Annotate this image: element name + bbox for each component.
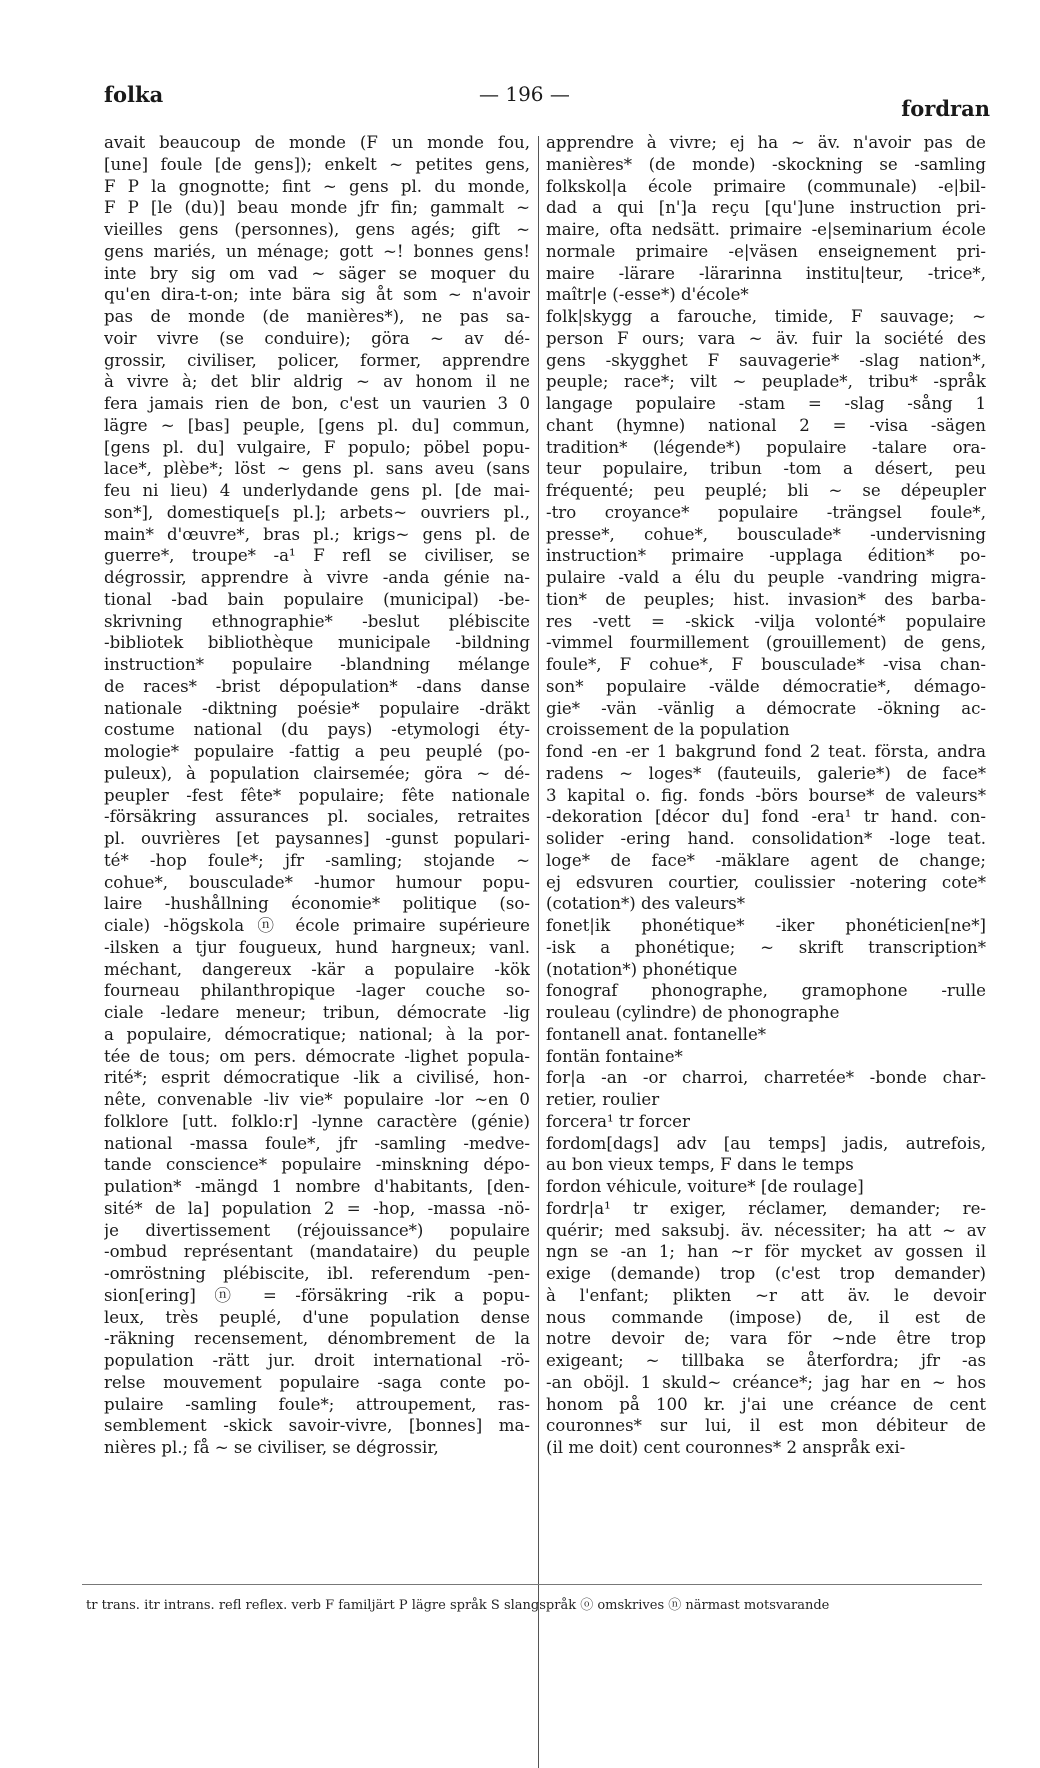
text-line: population -rätt jur. droit international -rö-	[104, 1351, 530, 1370]
text-line: son* populaire -välde démocratie*, démago-	[546, 676, 986, 696]
text-line: ciale -ledare meneur; tribun, démocrate -lig	[104, 1003, 530, 1022]
text-line: fonet|ik phonétique* -iker phonéticien[ne*]	[546, 916, 986, 935]
text-line: fordr|a¹ tr exiger, réclamer, demander; re-	[546, 1198, 986, 1218]
text-line: fordon véhicule, voiture* [de roulage]	[546, 1177, 864, 1196]
text-line: [gens pl. du] vulgaire, F populo; pöbel popu-	[104, 437, 530, 457]
text-line: méchant, dangereux -kär a populaire -kök	[104, 959, 530, 979]
text-line: (notation*) phonétique	[546, 959, 738, 979]
text-line: lägre ~ [bas] peuple, [gens pl. du] commun,	[104, 415, 530, 435]
text-line: -dekoration [décor du] fond -era¹ tr hand. con-	[546, 807, 986, 827]
text-line: costume national (du pays) -etymologi éty-	[104, 720, 530, 740]
text-line: fréquenté; peu peuplé; bli ~ se dépeupler	[546, 481, 986, 500]
text-line: tion* de peuples; hist. invasion* des barba-	[546, 589, 986, 609]
text-line: nête, convenable -liv vie* populaire -lor ~en 0	[104, 1090, 530, 1109]
text-line: sité* de la] population 2 = -hop, -massa -nö-	[104, 1198, 530, 1218]
text-line: à l'enfant; plikten ~r att äv. le devoir	[546, 1285, 986, 1305]
text-line: foule*, F cohue*, F bousculade* -visa chan-	[546, 655, 986, 674]
text-line: tée de tous; om pers. démocrate -lighet popula-	[104, 1046, 530, 1066]
text-line: tande conscience* populaire -minskning dépo-	[104, 1155, 530, 1175]
column-divider	[538, 136, 539, 1768]
text-line: pulaire -samling foule*; attroupement, ras-	[104, 1394, 530, 1414]
text-line: apprendre à vivre; ej ha ~ äv. n'avoir pas de	[546, 133, 986, 152]
text-line: peuple; race*; vilt ~ peuplade*, tribu* -språk	[546, 372, 986, 392]
text-line: fontän fontaine*	[546, 1046, 683, 1066]
text-line: couronnes* sur lui, il est mon débiteur de	[546, 1416, 986, 1436]
text-line: -bibliotek bibliothèque municipale -bildning	[104, 633, 530, 653]
text-line: mologie* populaire -fattig a peu peuplé (po-	[104, 742, 530, 761]
text-line: fontanell anat. fontanelle*	[546, 1024, 767, 1044]
text-line: fond -en -er 1 bakgrund fond 2 teat. första, andra	[546, 742, 986, 761]
text-line: gens -skygghet F sauvagerie* -slag nation*,	[546, 350, 986, 370]
text-line: voir vivre (se conduire); göra ~ av dé-	[104, 328, 530, 348]
text-line: fordom[dags] adv [au temps] jadis, autrefois,	[546, 1133, 986, 1153]
text-line: 3 kapital o. fig. fonds -börs bourse* de valeurs*	[546, 785, 986, 805]
text-line: exigeant; ~ tillbaka se återfordra; jfr -as	[546, 1351, 986, 1370]
text-line: -tro croyance* populaire -trängsel foule*,	[546, 502, 986, 522]
text-line: (il me doit) cent couronnes* 2 anspråk exi-	[546, 1438, 906, 1457]
text-line: folkskol|a école primaire (communale) -e|bil-	[546, 176, 986, 196]
text-line: nationale -diktning poésie* populaire -dräkt	[104, 698, 530, 718]
text-line: -ombud représentant (mandataire) du peuple	[104, 1242, 530, 1262]
footer-divider	[82, 1584, 982, 1585]
text-line: au bon vieux temps, F dans le temps	[546, 1155, 854, 1175]
text-line: guerre*, troupe* -a¹ F refl se civiliser, se	[104, 546, 530, 566]
text-line: sion[ering] ⓝ = -försäkring -rik a popu-	[104, 1285, 530, 1305]
text-line: ej edsvuren courtier, coulissier -notering cote*	[546, 872, 986, 892]
text-line: a populaire, démocratique; national; à la por-	[104, 1024, 530, 1044]
text-line: son*], domestique[s pl.]; arbets~ ouvriers pl.,	[104, 502, 530, 522]
text-line: loge* de face* -mäklare agent de change;	[546, 850, 986, 870]
text-line: feu ni lieu) 4 underlydande gens pl. [de mai-	[104, 481, 530, 500]
text-line: -ilsken a tjur fougueux, hund hargneux; vanl.	[104, 937, 530, 957]
text-line: ciale) -högskola ⓝ école primaire supérieure	[104, 916, 530, 935]
text-line: gens mariés, un ménage; gott ~! bonnes gens!	[104, 241, 530, 261]
text-line: res -vett = -skick -vilja volonté* populaire	[546, 611, 986, 631]
text-line: dégrossir, apprendre à vivre -anda génie na-	[104, 568, 530, 587]
text-line: (cotation*) des valeurs*	[546, 894, 746, 914]
text-line: je divertissement (réjouissance*) populaire	[104, 1220, 530, 1240]
text-line: fonograf phonographe, gramophone -rulle	[546, 981, 986, 1001]
page-header	[104, 82, 990, 122]
text-line: té* -hop foule*; jfr -samling; stojande ~	[104, 850, 530, 870]
text-line: rouleau (cylindre) de phonographe	[546, 1003, 840, 1022]
text-line: tional -bad bain populaire (municipal) -be-	[104, 589, 530, 609]
text-line: grossir, civiliser, policer, former, apprendre	[104, 350, 530, 370]
text-line: notre devoir de; vara för ~nde être trop	[546, 1329, 986, 1349]
text-line: main* d'œuvre*, bras pl.; krigs~ gens pl. de	[104, 524, 530, 544]
text-line: retier, roulier	[546, 1090, 660, 1109]
right-column	[546, 132, 986, 1762]
text-line: langage populaire -stam = -slag -sång 1	[546, 394, 986, 413]
text-line: puleux), à population clairsemée; göra ~ dé-	[104, 763, 530, 783]
text-line: F P [le (du)] beau monde jfr fin; gammalt ~	[104, 198, 530, 218]
text-line: gie* -vän -vänlig a démocrate -ökning ac-	[546, 698, 986, 718]
text-line: cohue*, bousculade* -humor humour popu-	[104, 872, 530, 892]
text-line: -isk a phonétique; ~ skrift transcription*	[546, 937, 986, 957]
text-line: maire -lärare -lärarinna institu|teur, -trice*,	[546, 263, 986, 283]
text-line: instruction* primaire -upplaga édition* po-	[546, 546, 986, 566]
text-line: rité*; esprit démocratique -lik a civilisé, hon-	[104, 1068, 530, 1088]
text-line: leux, très peuplé, d'une population dense	[104, 1307, 530, 1327]
text-line: national -massa foule*, jfr -samling -medve-	[104, 1133, 530, 1153]
text-line: tradition* (légende*) populaire -talare ora-	[546, 437, 986, 457]
text-line: nières pl.; få ~ se civiliser, se dégrossir,	[104, 1438, 439, 1457]
text-line: skrivning ethnographie* -beslut plébiscite	[104, 611, 530, 631]
text-line: for|a -an -or charroi, charretée* -bonde char-	[546, 1068, 986, 1088]
text-line: -omröstning plébiscite, ibl. referendum -pen-	[104, 1264, 530, 1283]
text-line: presse*, cohue*, bousculade* -undervisning	[546, 524, 986, 544]
text-line: pulation* -mängd 1 nombre d'habitants, [den-	[104, 1177, 530, 1196]
text-line: qu'en dira-t-on; inte bära sig åt som ~ n'avoir	[104, 285, 530, 305]
text-line: peupler -fest fête* populaire; fête nationale	[104, 785, 530, 805]
text-line: vieilles gens (personnes), gens agés; gift ~	[104, 220, 530, 239]
text-line: chant (hymne) national 2 = -visa -sägen	[546, 415, 986, 435]
text-line: pl. ouvrières [et paysannes] -gunst populari-	[104, 829, 530, 848]
text-line: maîtr|e (-esse*) d'école*	[546, 285, 749, 305]
text-line: de races* -brist dépopulation* -dans danse	[104, 676, 530, 696]
text-line: lace*, plèbe*; löst ~ gens pl. sans aveu (sans	[104, 459, 530, 479]
text-line: -vimmel fourmillement (grouillement) de gens,	[546, 633, 986, 653]
text-line: normale primaire -e|väsen enseignement pri-	[546, 241, 986, 261]
text-line: quérir; med saksubj. äv. nécessiter; ha att ~ av	[546, 1220, 986, 1240]
text-line: teur populaire, tribun -tom a désert, peu	[546, 459, 986, 479]
text-line: manières* (de monde) -skockning se -samling	[546, 154, 986, 174]
text-line: semblement -skick savoir-vivre, [bonnes] ma-	[104, 1416, 530, 1436]
text-line: dad a qui [n']a reçu [qu']une instruction pri-	[546, 198, 986, 218]
text-line: forcera¹ tr forcer	[546, 1111, 690, 1131]
text-line: -räkning recensement, dénombrement de la	[104, 1329, 530, 1349]
abbreviation-footer: tr trans. itr intrans. refl reflex. verb F familjärt P lägre språk S slangspråk ⓞ omskrives ⓝ närmast motsvarande	[86, 1598, 830, 1613]
text-line: instruction* populaire -blandning mélange	[104, 655, 530, 674]
text-line: exige (demande) trop (c'est trop demander)	[546, 1264, 986, 1283]
text-line: person F ours; vara ~ äv. fuir la société des	[546, 328, 986, 348]
text-line: inte bry sig om vad ~ säger se moquer du	[104, 263, 530, 283]
text-line: à vivre à; det blir aldrig ~ av honom il ne	[104, 372, 530, 392]
text-line: F P la gnognotte; fint ~ gens pl. du monde,	[104, 176, 530, 196]
text-line: avait beaucoup de monde (F un monde fou,	[104, 133, 530, 152]
text-line: nous commande (impose) de, il est de	[546, 1307, 986, 1327]
text-line: ngn se -an 1; han ~r för mycket av gossen il	[546, 1242, 986, 1262]
text-line: croissement de la population	[546, 720, 790, 740]
text-line: fourneau philanthropique -lager couche so-	[104, 981, 530, 1001]
text-line: pas de monde (de manières*), ne pas sa-	[104, 307, 530, 326]
text-line: solider -ering hand. consolidation* -loge teat.	[546, 829, 986, 848]
text-line: maire, ofta nedsätt. primaire -e|seminarium école	[546, 220, 986, 239]
text-line: folk|skygg a farouche, timide, F sauvage; ~	[546, 307, 986, 326]
text-line: fera jamais rien de bon, c'est un vaurien 3 0	[104, 394, 530, 413]
text-line: honom på 100 kr. j'ai une créance de cent	[546, 1394, 986, 1414]
header-left-guideword: folka	[104, 82, 164, 107]
header-right-guideword: fordran	[901, 96, 990, 121]
text-line: -an oböjl. 1 skuld~ créance*; jag har en ~ hos	[546, 1372, 986, 1392]
text-line: folklore [utt. folklo:r] -lynne caractère (génie)	[104, 1111, 530, 1131]
text-line: radens ~ loges* (fauteuils, galerie*) de face*	[546, 763, 986, 783]
text-line: [une] foule [de gens]); enkelt ~ petites gens,	[104, 154, 530, 174]
text-line: relse mouvement populaire -saga conte po-	[104, 1372, 530, 1392]
text-line: laire -hushållning économie* politique (so-	[104, 894, 530, 914]
left-column	[104, 132, 530, 1762]
page-number: — 196 —	[479, 82, 570, 106]
text-line: -försäkring assurances pl. sociales, retraites	[104, 807, 530, 827]
text-line: pulaire -vald a élu du peuple -vandring migra-	[546, 568, 986, 587]
